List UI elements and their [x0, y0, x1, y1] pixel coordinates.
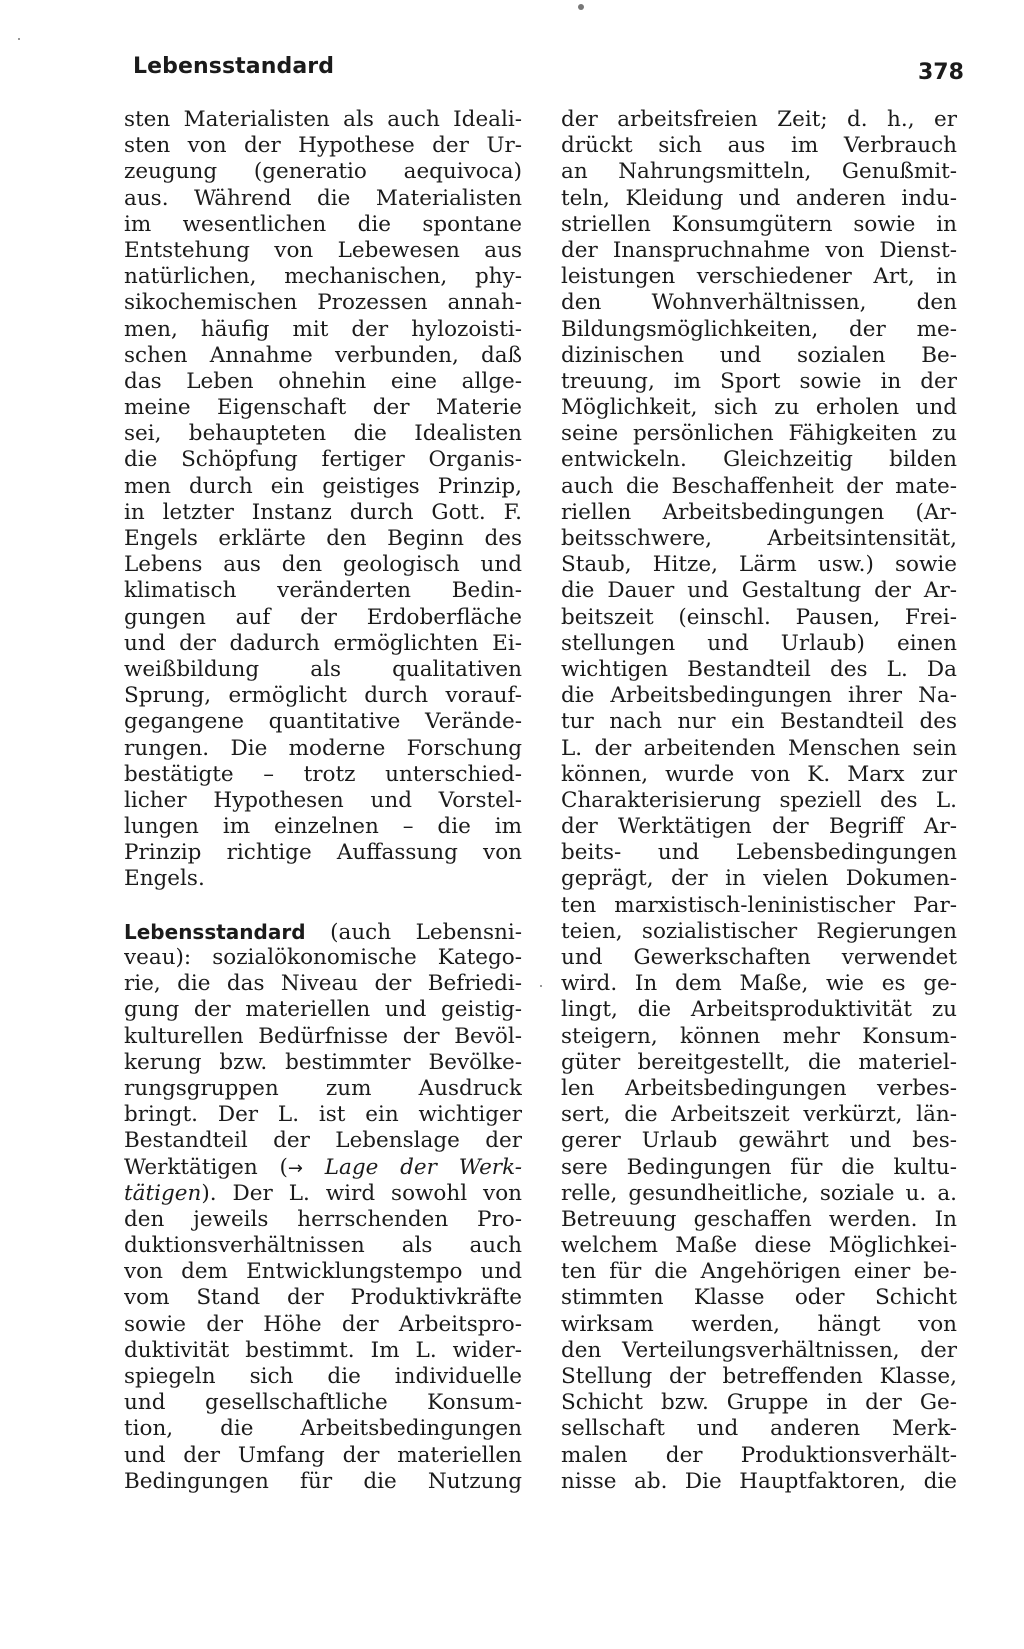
dictionary-entry [124, 919, 522, 1495]
text-line: und der Umfang der materiellen [124, 1442, 522, 1468]
text-line: drückt sich aus im Verbrauch [561, 133, 957, 159]
text-line: men, häufig mit der hylozoisti- [124, 316, 522, 342]
paragraph-gap [124, 893, 522, 919]
text-line: leistungen verschiedener Art, in [561, 264, 957, 290]
text-line: tion, die Arbeitsbedingungen [124, 1416, 522, 1442]
text-line: teln, Kleidung und anderen indu- [561, 185, 957, 211]
text-line: riellen Arbeitsbedingungen (Ar- [561, 499, 957, 525]
text-line: rungen. Die moderne Forschung [124, 735, 522, 761]
text-line: die Dauer und Gestaltung der Ar- [561, 578, 957, 604]
xref-line-suffix: ). Der L. wird sowohl von [201, 1180, 522, 1206]
text-line: im wesentlichen die spontane [124, 211, 522, 237]
text-line: können, wurde von K. Marx zur [561, 761, 957, 787]
text-line: und gesellschaftliche Konsum- [124, 1390, 522, 1416]
text-line: gerer Urlaub gewährt und bes- [561, 1128, 957, 1154]
text-line: bestätigte – trotz unterschied- [124, 761, 522, 787]
entry-first-line-rest: (auch Lebensni- [305, 919, 522, 945]
page-number: 378 [918, 60, 964, 85]
text-line: den Verteilungsverhältnissen, der [561, 1337, 957, 1363]
text-line: in letzter Instanz durch Gott. F. [124, 499, 522, 525]
text-line: wirksam werden, hängt von [561, 1311, 957, 1337]
text-line: rie, die das Niveau der Befriedi- [124, 971, 522, 997]
text-line: wird. In dem Maße, wie es ge- [561, 971, 957, 997]
text-line: gung der materiellen und geistig- [124, 997, 522, 1023]
text-line: Lebens aus den geologisch und [124, 552, 522, 578]
text-line: tur nach nur ein Bestandteil des [561, 709, 957, 735]
text-line: lingt, die Arbeitsproduktivität zu [561, 997, 957, 1023]
left-column [124, 107, 522, 1495]
text-line: beits- und Lebensbedingungen [561, 840, 957, 866]
text-line: men durch ein geistiges Prinzip, [124, 473, 522, 499]
text-line: Bestandteil der Lebenslage der [124, 1128, 522, 1154]
text-line: malen der Produktionsverhält- [561, 1442, 957, 1468]
text-line: Möglichkeit, sich zu erholen und [561, 395, 957, 421]
text-line: rungsgruppen zum Ausdruck [124, 1075, 522, 1101]
text-line: seine persönlichen Fähigkeiten zu [561, 421, 957, 447]
scan-speck [578, 4, 584, 10]
text-line: striellen Konsumgütern sowie in [561, 211, 957, 237]
text-line: Stellung der betreffenden Klasse, [561, 1364, 957, 1389]
text-line: und Gewerkschaften verwendet [561, 945, 957, 970]
xref-line-prefix: Werktätigen ( [124, 1154, 288, 1180]
running-header-title: Lebensstandard [133, 54, 335, 79]
text-line: ten marxistisch-leninistischer Par- [561, 892, 957, 918]
text-line: beitsschwere, Arbeitsintensität, [561, 526, 957, 551]
text-line: den Wohnverhältnissen, den [561, 290, 957, 316]
text-line: Entstehung von Lebewesen aus [124, 237, 522, 263]
entry-body-part-a [124, 945, 522, 1155]
text-line: sikochemischen Prozessen annah- [124, 290, 522, 316]
text-line: kerung bzw. bestimmter Bevölke- [124, 1049, 522, 1075]
entry-first-line [124, 919, 522, 945]
text-line: veau): sozialökonomische Katego- [124, 945, 522, 970]
text-line: spiegeln sich die individuelle [124, 1364, 522, 1389]
text-line: meine Eigenschaft der Materie [124, 395, 522, 421]
text-line: entwickeln. Gleichzeitig bilden [561, 447, 957, 473]
text-line: lungen im einzelnen – die im [124, 814, 522, 840]
text-line: Staub, Hitze, Lärm usw.) sowie [561, 552, 957, 578]
text-line: der Inanspruchnahme von Dienst- [561, 237, 957, 263]
text-line: aus. Während die Materialisten [124, 185, 522, 211]
text-line: L. der arbeitenden Menschen sein [561, 735, 957, 761]
text-line: treuung, im Sport sowie in der [561, 368, 957, 394]
text-line: stellungen und Urlaub) einen [561, 630, 957, 656]
text-line: Sprung, ermöglicht durch vorauf- [124, 683, 522, 709]
text-line: Betreuung geschaffen werden. In [561, 1206, 957, 1232]
entry-body-part-b [124, 1207, 522, 1495]
text-line: von dem Entwicklungstempo und [124, 1259, 522, 1285]
text-line: Engels. [124, 866, 205, 892]
text-line: kulturellen Bedürfnisse der Bevöl- [124, 1023, 522, 1049]
text-line: Prinzip richtige Auffassung von [124, 840, 522, 866]
continuation-paragraph [124, 107, 522, 893]
text-line: licher Hypothesen und Vorstel- [124, 787, 522, 813]
right-column-text [561, 107, 957, 1495]
text-line: an Nahrungsmitteln, Genußmit- [561, 159, 957, 185]
text-line: sellschaft und anderen Merk- [561, 1416, 957, 1442]
text-line: Bedingungen für die Nutzung [124, 1468, 522, 1494]
text-line: len Arbeitsbedingungen verbes- [561, 1075, 957, 1101]
right-column [561, 107, 957, 1495]
text-line: dizinischen und sozialen Be- [561, 342, 957, 368]
text-line: sowie der Höhe der Arbeitspro- [124, 1311, 522, 1337]
text-line: gegangene quantitative Verände- [124, 709, 522, 735]
text-line: teien, sozialistischer Regierungen [561, 918, 957, 944]
text-line: der arbeitsfreien Zeit; d. h., er [561, 107, 957, 132]
text-line: die Schöpfung fertiger Organis- [124, 447, 522, 473]
text-line: sert, die Arbeitszeit verkürzt, län- [561, 1102, 957, 1128]
text-line: das Leben ohnehin eine allge- [124, 368, 522, 394]
text-line: stimmten Klasse oder Schicht [561, 1285, 957, 1311]
text-line: natürlichen, mechanischen, phy- [124, 264, 522, 290]
text-line: geprägt, der in vielen Dokumen- [561, 866, 957, 892]
cross-reference-part-2[interactable]: tätigen [124, 1180, 202, 1206]
text-line: relle, gesundheitliche, soziale u. a. [561, 1180, 957, 1206]
arrow-right-icon: → [287, 1157, 303, 1179]
text-line: Schicht bzw. Gruppe in der Ge- [561, 1390, 957, 1416]
text-line: steigern, können mehr Konsum- [561, 1023, 957, 1049]
text-line: duktionsverhältnissen als auch [124, 1233, 522, 1259]
text-line: die Arbeitsbedingungen ihrer Na- [561, 683, 957, 709]
text-line: Bildungsmöglichkeiten, der me- [561, 316, 957, 342]
entry-xref-line [124, 1155, 522, 1181]
text-line: weißbildung als qualitativen [124, 656, 522, 682]
text-line: zeugung (generatio aequivoca) [124, 159, 522, 185]
text-line: beitszeit (einschl. Pausen, Frei- [561, 604, 957, 630]
text-line: Engels erklärte den Beginn des [124, 526, 522, 551]
text-line: wichtigen Bestandteil des L. Da [561, 656, 957, 682]
text-line: sere Bedingungen für die kultu- [561, 1154, 957, 1180]
text-line: duktivität bestimmt. Im L. wider- [124, 1337, 522, 1363]
text-line: auch die Beschaffenheit der mate- [561, 473, 957, 499]
scan-speck [540, 985, 542, 987]
text-line: welchem Maße diese Möglichkei- [561, 1233, 957, 1259]
text-line: sei, behaupteten die Idealisten [124, 421, 522, 447]
scan-speck [18, 38, 20, 40]
text-line: sten Materialisten als auch Ideali- [124, 107, 522, 132]
text-line: nisse ab. Die Hauptfaktoren, die [561, 1468, 957, 1494]
text-line: güter bereitgestellt, die materiel- [561, 1049, 957, 1075]
text-line: den jeweils herrschenden Pro- [124, 1206, 522, 1232]
entry-xref-line-2 [124, 1181, 522, 1207]
text-line: bringt. Der L. ist ein wichtiger [124, 1102, 522, 1128]
entry-headword: Lebensstandard [124, 919, 306, 944]
text-line: Charakterisierung speziell des L. [561, 787, 957, 813]
text-line: und der dadurch ermöglichten Ei- [124, 630, 522, 656]
text-line: klimatisch veränderten Bedin- [124, 578, 522, 604]
text-line: schen Annahme verbunden, daß [124, 342, 522, 368]
text-line: ten für die Angehörigen einer be- [561, 1259, 957, 1285]
text-line: vom Stand der Produktivkräfte [124, 1285, 522, 1311]
text-line: der Werktätigen der Begriff Ar- [561, 814, 957, 840]
text-line: gungen auf der Erdoberfläche [124, 604, 522, 630]
text-line: sten von der Hypothese der Ur- [124, 133, 522, 159]
cross-reference-part-1[interactable]: Lage der Werk- [302, 1154, 522, 1180]
